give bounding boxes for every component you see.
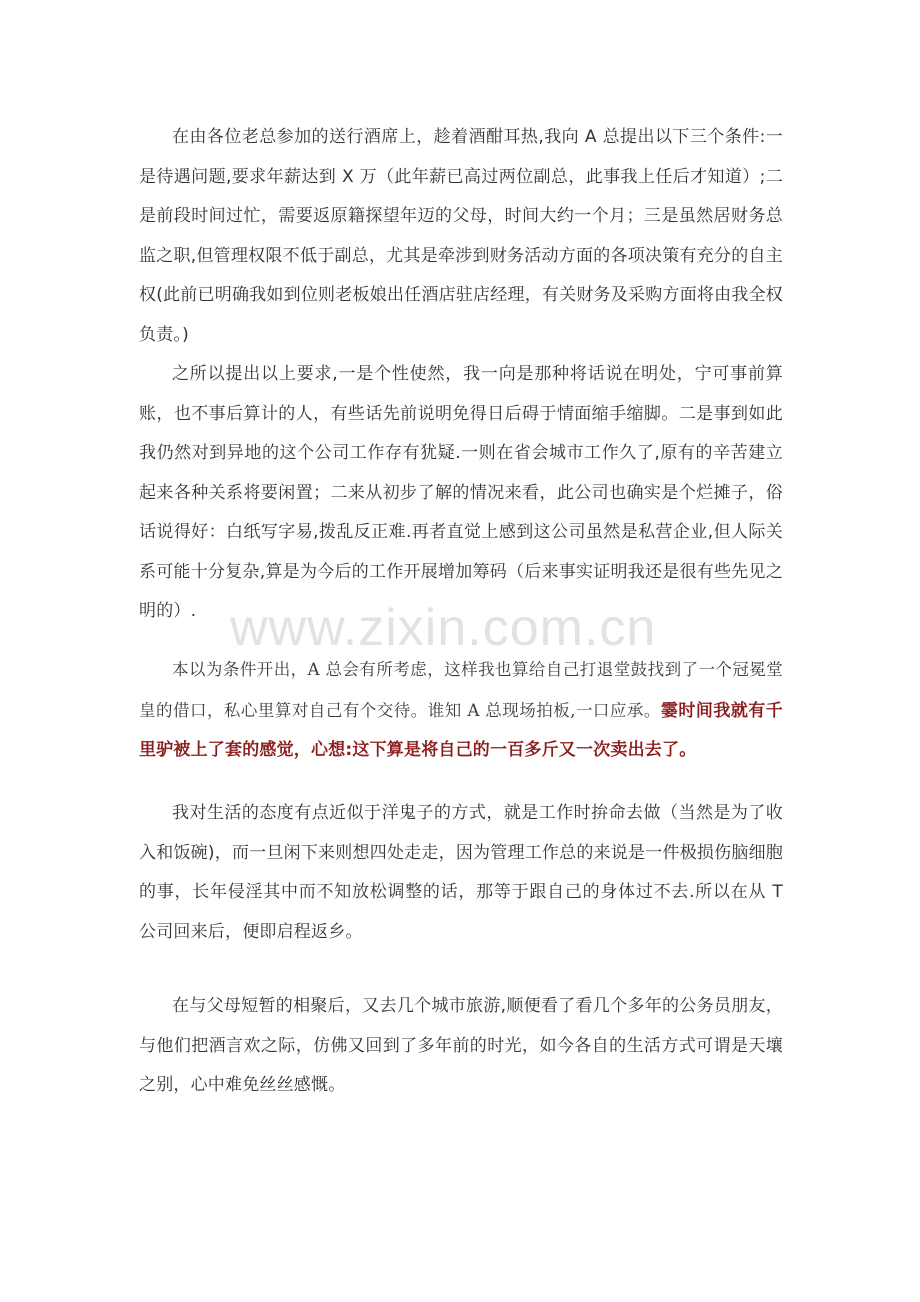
paragraph-4: 我对生活的态度有点近似于洋鬼子的方式，就是工作时拚命去做（当然是为了收入和饭碗)，而一旦闲下来则想四处走走，因为管理工作总的来说是一件极损伤脑细胞的事，长年侵淫其中而不知放松调整的话，那等于跟自己的身体过不去.所以在从 T 公司回来后，便即启程返乡。 <box>139 803 783 942</box>
paragraph-3-plain-text: 本以为条件开出，A 总会有所考虑，这样我也算给自己打退堂鼓找到了一个冠冕堂皇的借口，私心里算对自己有个交待。谁知 A 总现场拍板,一口应承。 <box>139 660 783 720</box>
paragraph-1: 在由各位老总参加的送行酒席上，趁着酒酣耳热,我向 A 总提出以下三个条件:一是待遇问题,要求年薪达到 X 万（此年薪已高过两位副总，此事我上任后才知道）;二是前段时间过忙，需要返原籍探望年迈的父母，时间大约一个月；三是虽然居财务总监之职,但管理权限不低于副总，尤其是牵涉到财务活动方面的各项决策有充分的自主权(此前已明确我如到位则老板娘出任酒店驻店经理，有关财务及采购方面将由我全权负责。) <box>139 127 783 345</box>
paragraph-2: 之所以提出以上要求,一是个性使然，我一向是那种将话说在明处，宁可事前算账，也不事后算计的人，有些话先前说明免得日后碍于情面缩手缩脚。二是事到如此我仍然对到异地的这个公司工作存有犹疑.一则在省会城市工作久了,原有的辛苦建立起来各种关系将要闲置；二来从初步了解的情况来看，此公司也确实是个烂摊子，俗话说得好：白纸写字易,拨乱反正难.再者直觉上感到这公司虽然是私营企业,但人际关系可能十分复杂,算是为今后的工作开展增加筹码（后来事实证明我还是很有些先见之明的）. <box>139 364 783 621</box>
paragraph-3 <box>139 650 783 794</box>
paragraph-3-highlight-text: 霎时间我就有千里驴被上了套的感觉，心想:这下算是将自己的一百多斤又一次卖出去了。 <box>139 700 783 760</box>
watermark: www.zixin.com.cn <box>230 599 657 657</box>
paragraph-5: 在与父母短暂的相聚后，又去几个城市旅游,顺便看了看几个多年的公务员朋友，与他们把酒言欢之际，仿佛又回到了多年前的时光，如今各自的生活方式可谓是天壤之别，心中难免丝丝感慨。 <box>139 996 783 1095</box>
document-body <box>139 118 783 1134</box>
